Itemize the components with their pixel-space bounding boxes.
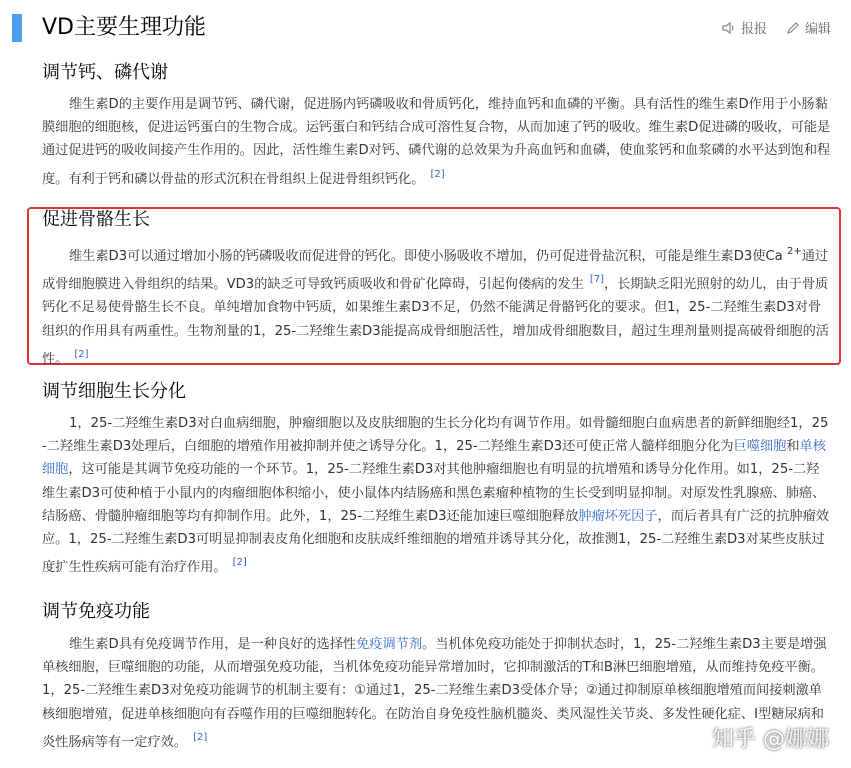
watermark: 知乎 @娜娜 (712, 727, 829, 752)
reference-link[interactable]: [2] (430, 168, 445, 180)
section-paragraph-calcium (42, 93, 832, 191)
immunomodulator-link[interactable]: 免疫调节剂 (356, 637, 423, 652)
section-title-bone: 促进骨骼生长 (42, 209, 150, 230)
heading-tools (721, 18, 831, 37)
pencil-icon (785, 20, 801, 36)
reference-link[interactable]: [2] (232, 557, 247, 569)
edit-label: 编辑 (804, 22, 831, 37)
section-paragraph-bone (42, 240, 832, 371)
paragraph-text: 维生素D具有免疫调节作用，是一种良好的选择性 (69, 637, 357, 652)
tnf-link[interactable]: 肿瘤坏死因子 (578, 508, 658, 524)
section-paragraph-cell-growth (42, 412, 832, 579)
paragraph-text: 维生素D的主要作用是调节钙、磷代谢，促进肠内钙磷吸收和骨质钙化，维持血钙和血磷的平衡。具有活性的维生素D作用于小肠黏膜细胞的细胞核，促进运钙蛋白的生物合成。运钙蛋白和钙结合成可溶性复合物，从而加速了钙的吸收。维生素D促进磷的吸收，可能是通过促进钙的吸收间接产生作用的。因此，活性维生素D对钙、磷代谢的总效果为升高血钙和血磷，使血浆钙和血浆磷的水平达到饱和程度。有利于钙和磷以骨盐的形式沉积在骨组织上促进骨组织钙化。 (42, 97, 831, 187)
paragraph-text: 通过成骨细胞膜进入骨组织的结果。VD3的缺乏可导致钙质吸收和骨矿化障碍，引起佝偻病的发生 (42, 249, 829, 293)
paragraph-text: 。当机体免疫功能处于抑制状态时，1，25-二羟维生素D3主要是增强单核细胞，巨噬细胞的功能，从而增强免疫功能，当机体免疫功能异常增加时，它抑制激活的T和B淋巴细胞增殖，从而维持免疫平衡。1，25-二羟维生素D3对免疫功能调节的机制主要有：①通过1，25-二羟维生素D3受体介导；②通过抑制原单核细胞增殖而间接刺激单核细胞增殖，促进单核细胞向有吞噬作用的巨噬细胞转化。在防治自身免疫性脑机髓炎、类风湿性关节炎、多发性硬化症、Ⅰ型糖尿病和炎性肠病等有一定疗效。 (42, 637, 827, 750)
report-label: 报报 (740, 22, 767, 37)
paragraph-text: ，而后者具有广泛的抗肿瘤效应。1，25-二羟维生素D3可明显抑制表皮角化细胞和皮肤成纤维细胞的增殖并诱导其分化，故推测1，25-二羟维生素D3对某些皮肤过度扩生性疾病可能有治疗作用。 (42, 508, 829, 576)
reference-link[interactable]: [2] (74, 348, 89, 360)
macrophage-link[interactable]: 巨噬细胞 (733, 439, 787, 455)
reference-link[interactable]: [2] (193, 731, 208, 743)
paragraph-text: ，长期缺乏阳光照射的幼儿，由于骨质钙化不足易使骨骼生长不良。单纯增加食物中钙质，如果维生素D3不足，仍然不能满足骨骼钙化的要求。但1，25-二羟维生素D3对骨组织的作用具有两重性。生物剂量的1，25-二羟维生素D3能提高成骨细胞活性，增加成骨细胞数目，超过生理剂量则提高破骨细胞的活性。 (42, 277, 829, 367)
paragraph-text: ，这可能是其调节免疫功能的一个环节。1，25-二羟维生素D3对其他肿瘤细胞也有明显的抗增殖和诱导分化作用。如1，25-二羟维生素D3可使种植于小鼠内的肉瘤细胞体积缩小，使小鼠体内结肠癌和黑色素瘤种植物的生长受到明显抑制。对原发性乳腺癌、肺癌、结肠癌、骨髓肿瘤细胞等均有抑制作用。此外，1，25-二羟维生素D3还能加速巨噬细胞释放 (42, 462, 826, 524)
edit-button[interactable] (785, 18, 831, 37)
section-title-cell-growth: 调节细胞生长分化 (42, 381, 186, 402)
paragraph-text: 1，25-二羟维生素D3对白血病细胞，肿瘤细胞以及皮肤细胞的生长分化均有调节作用。如骨髓细胞白血病患者的新鲜细胞经1，25-二羟维生素D3处理后，白细胞的增殖作用被抑制并使之诱导分化。1，25-二羟维生素D3还可使正常人髓样细胞分化为 (42, 416, 829, 455)
page-title: VD主要生理功能 (42, 15, 206, 40)
superscript: 2+ (786, 246, 802, 257)
heading-accent-bar (12, 14, 22, 42)
report-button[interactable] (721, 18, 767, 37)
section-title-calcium: 调节钙、磷代谢 (42, 62, 168, 83)
speaker-icon (721, 20, 737, 36)
paragraph-text: 和 (786, 439, 800, 455)
paragraph-text: 维生素D3可以通过增加小肠的钙磷吸收而促进骨的钙化。即使小肠吸收不增加，仍可促进骨盐沉积，可能是维生素D3使Ca (69, 249, 787, 264)
monocyte-link[interactable]: 单核细胞 (42, 439, 826, 478)
reference-link[interactable]: [7] (589, 274, 605, 286)
section-title-immune: 调节免疫功能 (42, 601, 150, 622)
